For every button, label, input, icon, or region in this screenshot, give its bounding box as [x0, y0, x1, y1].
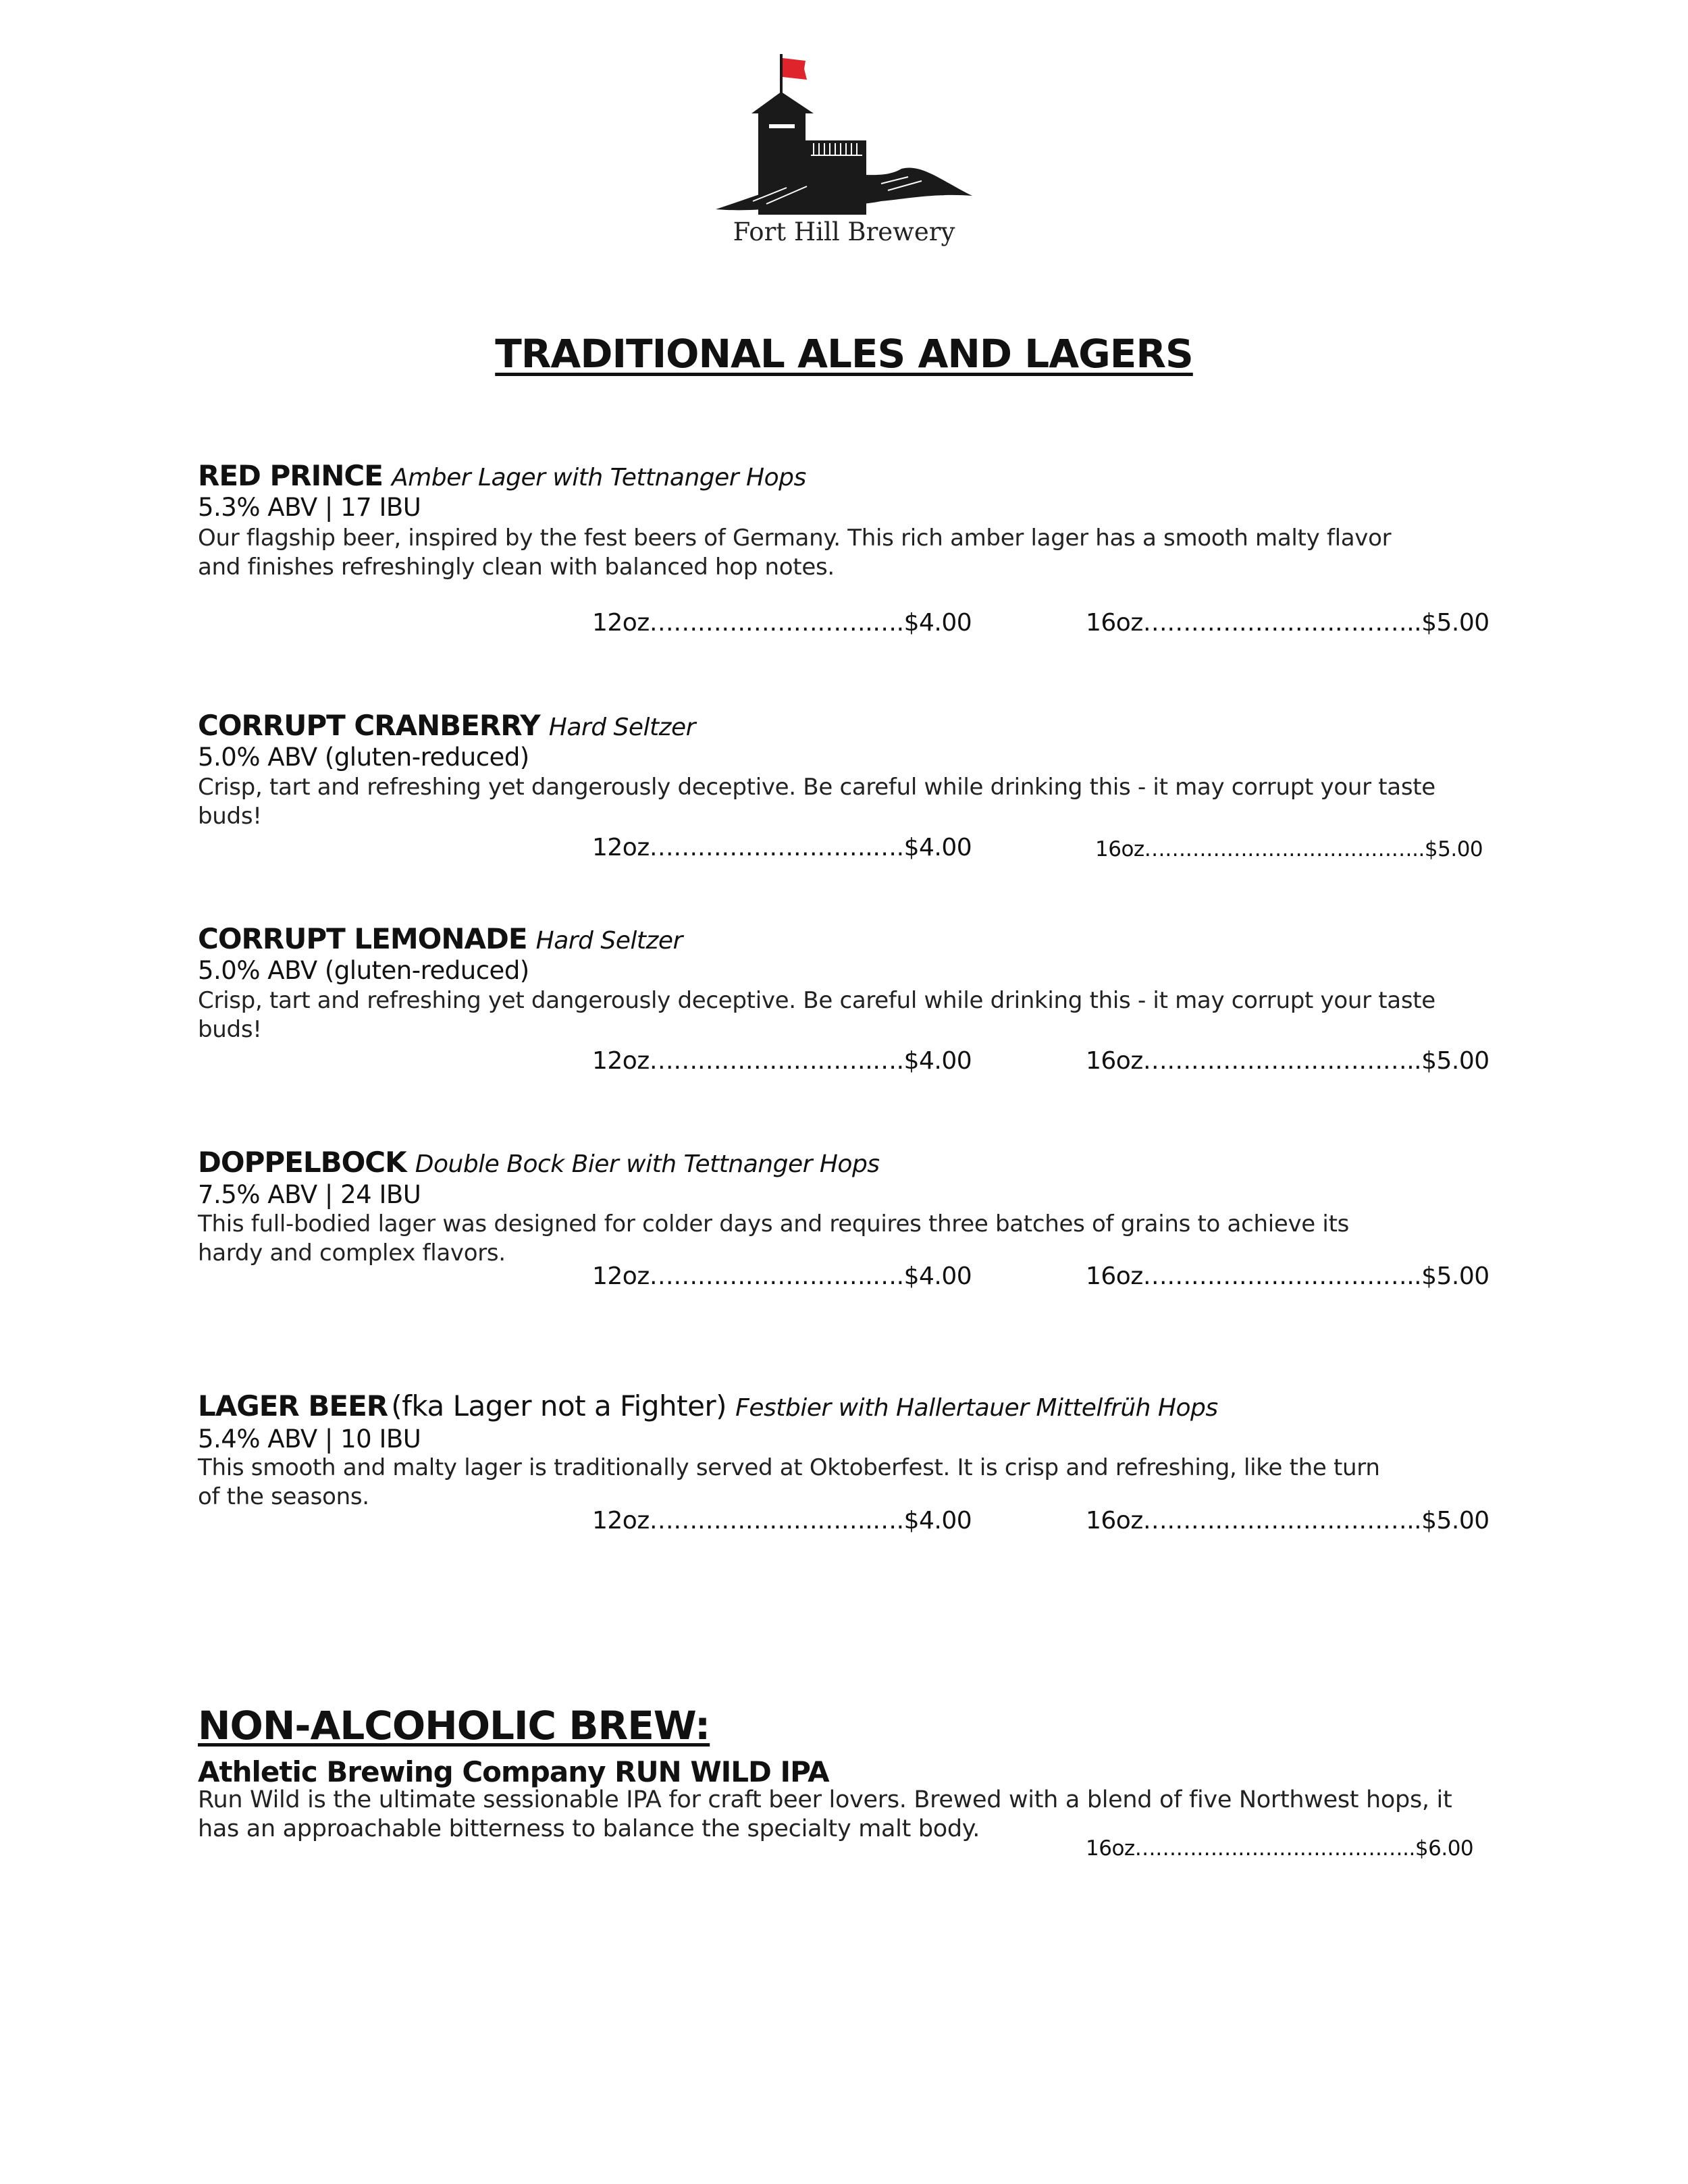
- beer-stats: 5.0% ABV (gluten-reduced): [198, 743, 529, 772]
- beer-style: Amber Lager with Tettnanger Hops: [392, 464, 806, 491]
- price-16oz: 16oz…………………………………..$6.00: [1086, 1836, 1474, 1861]
- price-12oz: 12oz……………………….….$4.00: [592, 1047, 972, 1075]
- price-12oz: 12oz……………………….….$4.00: [592, 834, 972, 861]
- brewery-name: Fort Hill Brewery: [733, 217, 955, 246]
- price-16oz: 16oz……………………………..$5.00: [1086, 1047, 1489, 1075]
- price-16oz: 16oz……………………………..$5.00: [1086, 1507, 1489, 1535]
- beer-name: CORRUPT LEMONADE: [198, 922, 527, 955]
- beer-name: RED PRINCE: [198, 459, 383, 492]
- beer-name: DOPPELBOCK: [198, 1146, 406, 1179]
- price-12oz: 12oz……………………….….$4.00: [592, 609, 972, 637]
- beer-style: Festbier with Hallertauer Mittelfrüh Hops: [735, 1394, 1218, 1422]
- price-12oz: 12oz……………………….….$4.00: [592, 1262, 972, 1290]
- price-16oz: 16oz……………………………..$5.00: [1086, 609, 1489, 637]
- price-16oz: 16oz…………………………………..$5.00: [1095, 837, 1483, 861]
- beer-heading: [198, 709, 695, 742]
- beer-stats: 5.3% ABV | 17 IBU: [198, 493, 421, 522]
- beer-description: This smooth and malty lager is traditionally served at Oktoberfest. It is crisp and refreshing, like the turn of the seasons.: [198, 1454, 1380, 1510]
- tower-roof: [751, 92, 814, 113]
- beer-heading: [198, 1389, 1218, 1422]
- beer-stats: 7.5% ABV | 24 IBU: [198, 1180, 421, 1209]
- beer-description: Crisp, tart and refreshing yet dangerously deceptive. Be careful while drinking this - it may corrupt your taste buds!: [198, 987, 1435, 1043]
- non-alcoholic-title: NON-ALCOHOLIC BREW:: [198, 1703, 710, 1749]
- section-title: TRADITIONAL ALES AND LAGERS: [495, 331, 1193, 377]
- beer-style: Hard Seltzer: [548, 714, 695, 741]
- beer-heading: [198, 459, 806, 492]
- beer-description: This full-bodied lager was designed for colder days and requires three batches of grains to achieve its hardy and complex flavors.: [198, 1210, 1350, 1267]
- non-alcoholic-beer-name: Athletic Brewing Company RUN WILD IPA: [198, 1755, 829, 1788]
- beer-name: LAGER BEER: [198, 1389, 388, 1422]
- red-flag-icon: [783, 58, 807, 80]
- beer-description: Crisp, tart and refreshing yet dangerously deceptive. Be careful while drinking this - it may corrupt your taste buds!: [198, 774, 1435, 830]
- non-alcoholic-description: Run Wild is the ultimate sessionable IPA for craft beer lovers. Brewed with a blend of five Northwest hops, it has an approachable bitterness to balance the specialty malt body.: [198, 1786, 1452, 1842]
- tower-window: [769, 124, 795, 128]
- beer-stats: 5.0% ABV (gluten-reduced): [198, 956, 529, 985]
- beer-heading: [198, 1146, 880, 1179]
- beer-description: Our flagship beer, inspired by the fest beers of Germany. This rich amber lager has a smooth malty flavor and finishes refreshingly clean with balanced hop notes.: [198, 525, 1392, 581]
- beer-style: Double Bock Bier with Tettnanger Hops: [415, 1150, 880, 1178]
- price-12oz: 12oz……………………….….$4.00: [592, 1507, 972, 1535]
- price-16oz: 16oz……………………………..$5.00: [1086, 1262, 1489, 1290]
- beer-former-name: (fka Lager not a Fighter): [391, 1389, 727, 1422]
- beer-stats: 5.4% ABV | 10 IBU: [198, 1424, 421, 1454]
- beer-name: CORRUPT CRANBERRY: [198, 709, 540, 742]
- beer-heading: [198, 922, 683, 955]
- beer-style: Hard Seltzer: [535, 927, 683, 955]
